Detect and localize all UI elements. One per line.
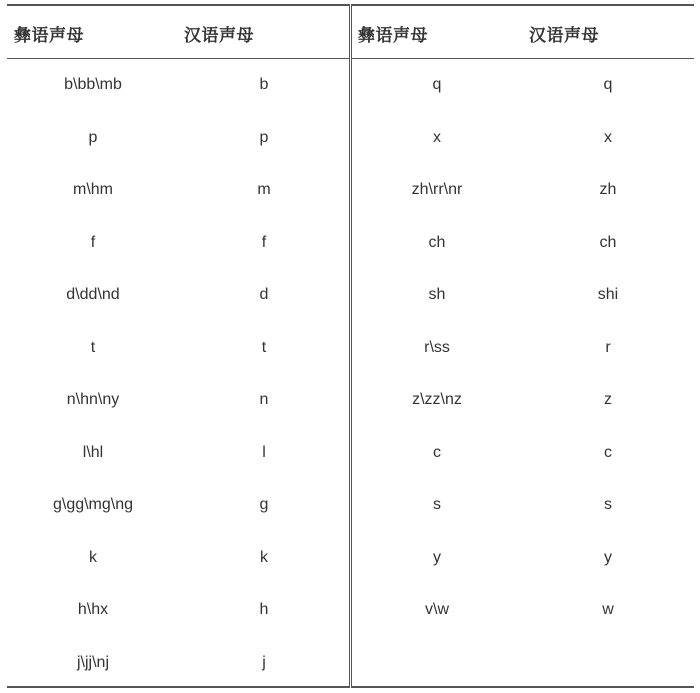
yi-initial-cell: v\w bbox=[425, 601, 449, 618]
table-row bbox=[7, 217, 350, 270]
chinese-initial-cell: c bbox=[604, 443, 612, 461]
yi-initial-cell: l\hl bbox=[82, 443, 104, 461]
column-header-yi-initials: 彝语声母 bbox=[14, 26, 84, 45]
table-row bbox=[7, 374, 350, 427]
yi-initial-cell: n\hn\ny bbox=[66, 391, 120, 408]
right-table-panel bbox=[351, 4, 694, 688]
yi-initial-cell: t bbox=[90, 338, 96, 356]
yi-initial-cell: h\hx bbox=[77, 601, 109, 618]
table-row bbox=[351, 112, 694, 165]
table-row bbox=[351, 427, 694, 480]
yi-initial-cell: zh\rr\nr bbox=[411, 181, 463, 198]
chinese-initial-cell: b bbox=[259, 76, 269, 93]
yi-initial-cell: x bbox=[433, 128, 441, 146]
table-row bbox=[7, 637, 350, 690]
yi-initial-cell: y bbox=[433, 548, 441, 566]
chinese-initial-cell: n bbox=[259, 391, 269, 408]
table-row bbox=[7, 164, 350, 217]
yi-initial-cell: m\hm bbox=[73, 181, 113, 198]
yi-initial-cell: p bbox=[88, 128, 98, 146]
left-table-body bbox=[7, 59, 350, 689]
yi-initial-cell: f bbox=[90, 233, 96, 251]
table-row bbox=[351, 269, 694, 322]
chinese-initial-cell: j bbox=[262, 653, 266, 671]
table-row bbox=[351, 479, 694, 532]
table-row bbox=[351, 374, 694, 427]
yi-initial-cell: d\dd\nd bbox=[66, 286, 120, 303]
chinese-initial-cell: x bbox=[604, 128, 612, 146]
table-row bbox=[351, 164, 694, 217]
chinese-initial-cell: r bbox=[605, 338, 611, 356]
right-table-body bbox=[351, 59, 694, 637]
chinese-initial-cell: shi bbox=[597, 286, 619, 303]
chinese-initial-cell: z bbox=[604, 391, 612, 408]
table-row bbox=[351, 532, 694, 585]
table-row bbox=[7, 584, 350, 637]
table-row bbox=[351, 217, 694, 270]
chinese-initial-cell: d bbox=[259, 286, 269, 303]
table-row bbox=[7, 479, 350, 532]
table-row bbox=[351, 322, 694, 375]
yi-initial-cell: k bbox=[89, 548, 97, 566]
left-table-panel bbox=[7, 4, 350, 688]
chinese-initial-cell: k bbox=[260, 548, 268, 566]
yi-initial-cell: c bbox=[433, 443, 441, 461]
yi-initial-cell: g\gg\mg\ng bbox=[52, 496, 134, 513]
yi-initial-cell: b\bb\mb bbox=[64, 76, 122, 93]
chinese-initial-cell: y bbox=[604, 548, 612, 566]
chinese-initial-cell: g bbox=[259, 496, 269, 513]
yi-initial-cell: z\zz\nz bbox=[412, 391, 462, 408]
chinese-initial-cell: h bbox=[259, 601, 269, 618]
table-row bbox=[351, 59, 694, 112]
yi-initial-cell: ch bbox=[428, 233, 446, 251]
table-row bbox=[7, 322, 350, 375]
chinese-initial-cell: q bbox=[603, 76, 613, 93]
chinese-initial-cell: w bbox=[602, 601, 614, 618]
chinese-initial-cell: t bbox=[261, 338, 267, 356]
table-row bbox=[7, 532, 350, 585]
right-table-header bbox=[351, 6, 694, 59]
yi-initial-cell: sh bbox=[428, 286, 446, 303]
yi-initial-cell: r\ss bbox=[424, 338, 450, 356]
left-table-header bbox=[7, 6, 350, 59]
table-row bbox=[7, 269, 350, 322]
column-header-yi-initials: 彝语声母 bbox=[358, 26, 428, 45]
chinese-initial-cell: p bbox=[259, 128, 269, 146]
chinese-initial-cell: m bbox=[257, 181, 271, 198]
chinese-initial-cell: l bbox=[262, 443, 266, 461]
column-header-chinese-initials: 汉语声母 bbox=[529, 26, 599, 45]
chinese-initial-cell: s bbox=[604, 496, 612, 513]
yi-initial-cell: j\jj\nj bbox=[76, 653, 109, 671]
chinese-initial-cell: zh bbox=[599, 181, 617, 198]
table-row bbox=[7, 427, 350, 480]
column-header-chinese-initials: 汉语声母 bbox=[184, 26, 254, 45]
yi-initial-cell: q bbox=[432, 76, 442, 93]
chinese-initial-cell: f bbox=[261, 233, 267, 251]
table-row bbox=[351, 584, 694, 637]
chinese-initial-cell: ch bbox=[599, 233, 617, 251]
yi-initial-cell: s bbox=[433, 496, 441, 513]
table-row bbox=[7, 112, 350, 165]
table-row bbox=[7, 59, 350, 112]
initials-comparison-table bbox=[7, 4, 694, 688]
